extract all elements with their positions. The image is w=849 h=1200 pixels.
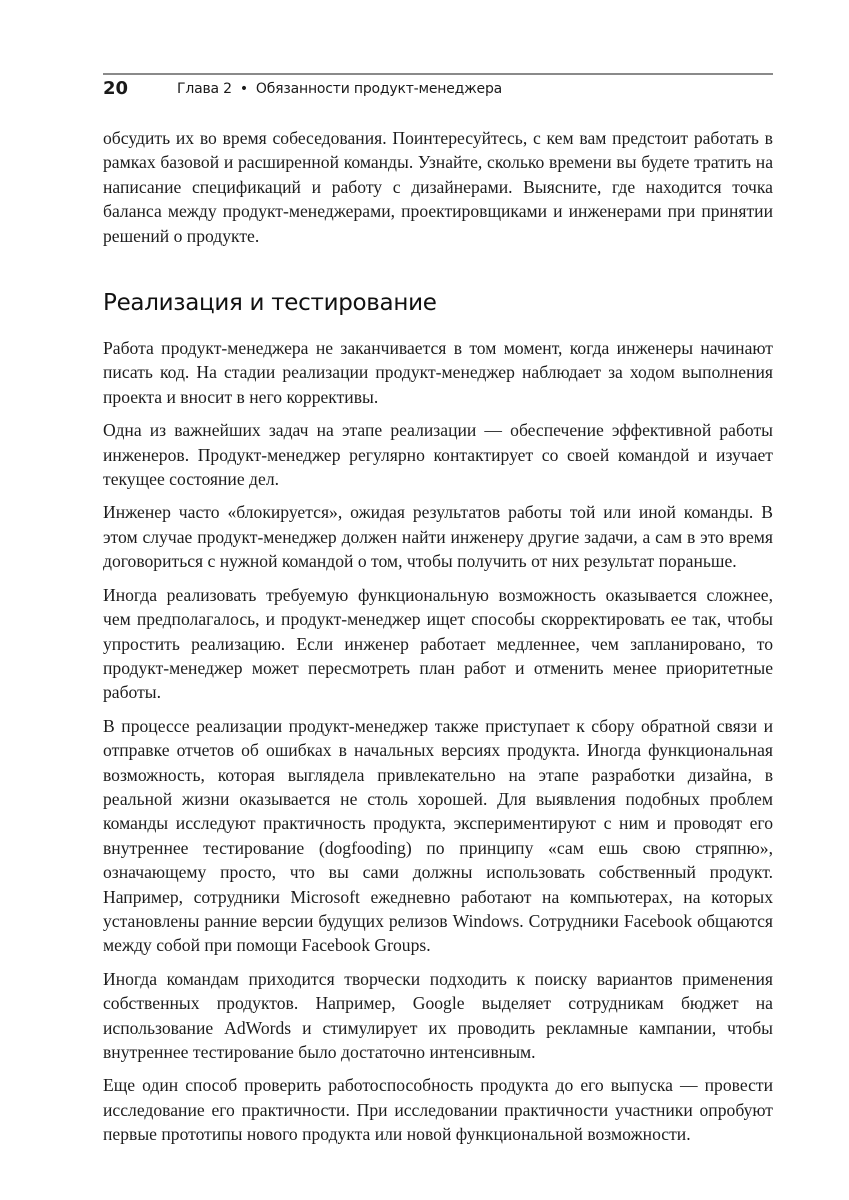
paragraph-7: Еще один способ проверить работоспособность продукта до его выпуска — провести исследование его практичности. При исследовании практичности участники опробуют первые прототипы нового продукта или новой функциональной возможности. <box>103 1075 773 1145</box>
paragraph-1: Работа продукт-менеджера не заканчивается в том момент, когда инженеры начинают писать код. На стадии реализации продукт-менеджер наблюдает за ходом выполнения проекта и вносит в него коррективы. <box>103 338 773 407</box>
section-heading: Реализация и тестирование <box>103 290 437 317</box>
header-rule <box>103 73 773 75</box>
paragraph-5: В процессе реализации продукт-менеджер также приступает к сбору обратной связи и отправке отчетов об ошибках в начальных версиях продукта. Иногда функциональная возможность, которая выглядела привлекательно на этапе разработки дизайна, в реальной жизни оказывается не столь хорошей. Для выявления подобных проблем команды исследуют практичность продукта, экспериментируют с ним и проводят его внутреннее тестирование (dogfooding) по принципу «сам ешь свою стряпню», означающему просто, что вы сами должны использовать собственный продукт. Например, сотрудники Microsoft ежедневно работают на компьютерах, на которых установлены ранние версии будущих релизов Windows. Сотрудники Facebook общаются между собой при помощи Facebook Groups. <box>103 715 773 956</box>
bullet-separator: • <box>239 81 248 97</box>
paragraph-3: Инженер часто «блокируется», ожидая результатов работы той или иной команды. В этом случае продукт-менеджер должен найти инженеру другие задачи, а сам в это время договориться с нужной командой о том, чтобы получить от них результат пораньше. <box>103 502 773 572</box>
chapter-label: Глава 2 <box>177 81 232 97</box>
page-number: 20 <box>103 78 129 99</box>
paragraph-2: Одна из важнейших задач на этапе реализации — обеспечение эффективной работы инженеров. Продукт-менеджер регулярно контактирует со своей командой и изучает текущее состояние дел. <box>103 420 773 490</box>
chapter-heading <box>177 81 502 97</box>
running-header <box>103 78 773 102</box>
body-text <box>103 126 773 1156</box>
intro-paragraph: обсудить их во время собеседования. Поинтересуйтесь, с кем вам предстоит работать в рамках базовой и расширенной команды. Узнайте, сколько времени вы будете тратить на написание спецификаций и работу с дизайнерами. Выясните, где находится точка баланса между продукт-менеджерами, проектировщиками и инженерами при принятии решений о продукте. <box>103 128 773 246</box>
paragraph-4: Иногда реализовать требуемую функциональную возможность оказывается сложнее, чем предполагалось, и продукт-менеджер ищет способы скорректировать ее так, чтобы упростить реализацию. Если инженер работает медленнее, чем запланировано, то продукт-менеджер может пересмотреть план работ и отменить менее приоритетные работы. <box>103 584 773 703</box>
paragraph-6: Иногда командам приходится творчески подходить к поиску вариантов применения собственных продуктов. Например, Google выделяет сотрудникам бюджет на использование AdWords и стимулирует их проводить рекламные кампании, чтобы внутреннее тестирование было достаточно интенсивным. <box>103 968 773 1062</box>
chapter-title: Обязанности продукт-менеджера <box>255 81 503 97</box>
